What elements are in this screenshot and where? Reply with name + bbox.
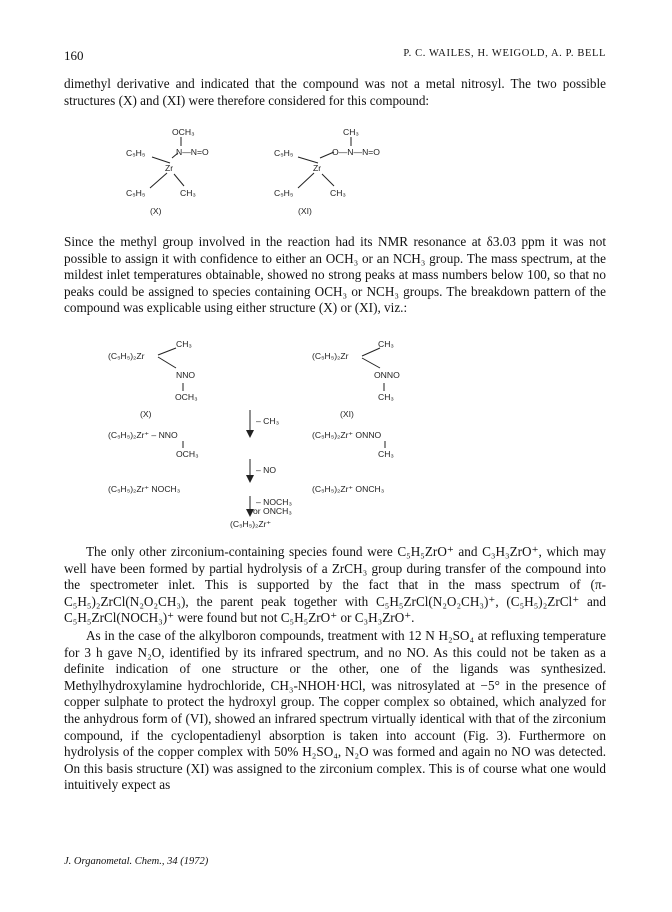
s2-xi-ch3-b: CH₃: [378, 392, 394, 402]
paragraph-nmr: Since the methyl group involved in the reaction had its NMR resonance at δ3.03 ppm it was not possible to assign it with confidence to either an OCH₃ or an NCH₃ group. The mass spectrum, at the mildest inlet temperatures obtainable, showed no strong peaks at mass numbers below 100, so that no peaks could be assigned to species containing OCH₃ or NCH₃ groups. The breakdown pattern of the compound was explicable using either structure (X) or (XI), viz.:: [64, 234, 606, 316]
xi-cp-top: C₅H₅: [274, 148, 294, 158]
s2-xi-label: (XI): [340, 409, 354, 419]
xi-ion2: (C₅H₅)₂Zr⁺ ONCH₃: [312, 484, 385, 494]
x-label: (X): [150, 206, 162, 216]
paragraph-alkylboron: As in the case of the alkylboron compounds, treatment with 12 N H₂SO₄ at refluxing temperature for 3 h gave N₂O, identified by its infrared spectrum, and no NO. As this could not be taken as a definite indication of one structure or the other, one of the ligands was synthesized. Methylhydroxylamine hydrochloride, CH₃-NHOH·HCl, was nitrosylated at −5° in the presence of copper sulphate to protect the hydroxyl group. The copper complex so obtained, which analyzed for the anhydrous form of (VI), showed an infrared spectrum virtually identical with that of the zirconium compound, if the cyclopentadienyl absorption is taken into account (Fig. 3). Furthermore on hydrolysis of the copper complex with 50% H₂SO₄, N₂O was formed and again no NO was detected. On this basis structure (XI) was assigned to the zirconium complex. This is of course what one would intuitively expect as: [64, 628, 606, 793]
x-ion1: (C₅H₅)₂Zr⁺ – NNO: [108, 430, 178, 440]
xi-onno: O—N—N=O: [332, 147, 380, 157]
xi-ion1: (C₅H₅)₂Zr⁺ ONNO: [312, 430, 382, 440]
s2-x-och3: OCH₃: [175, 392, 198, 402]
s2-xi-onno: ONNO: [374, 370, 400, 380]
final-ion: (C₅H₅)₂Zr⁺: [230, 519, 272, 529]
x-nno: N—N=O: [176, 147, 209, 157]
x-cp-bottom: C₅H₅: [126, 188, 146, 198]
journal-footer: J. Organometal. Chem., 34 (1972): [64, 856, 209, 867]
x-ch3: CH₃: [180, 188, 196, 198]
x-ion2: (C₅H₅)₂Zr⁺ NOCH₃: [108, 484, 181, 494]
xi-label: (XI): [298, 206, 312, 216]
xi-ion1-ch3: CH₃: [378, 449, 394, 459]
s2-x-nno: NNO: [176, 370, 196, 380]
xi-cp-bottom: C₅H₅: [274, 188, 294, 198]
x-zr: Zr: [165, 163, 174, 173]
loss-noch3: – NOCH₃: [256, 497, 292, 507]
s2-xi-zr: (C₅H₅)₂Zr: [312, 351, 349, 361]
xi-ch3: CH₃: [330, 188, 346, 198]
loss-ch3: – CH₃: [256, 416, 280, 426]
loss-onch3: or ONCH₃: [253, 506, 292, 516]
s2-x-ch3: CH₃: [176, 339, 192, 349]
s2-x-label: (X): [140, 409, 152, 419]
paragraph-intro: dimethyl derivative and indicated that the compound was not a metal nitrosyl. The two possible structures (X) and (XI) were therefore considered for this compound:: [64, 76, 606, 108]
s2-x-zr: (C₅H₅)₂Zr: [108, 351, 145, 361]
running-authors: P. C. WAILES, H. WEIGOLD, A. P. BELL: [403, 48, 606, 59]
xi-ch3-top: CH₃: [343, 127, 359, 137]
x-och3: OCH₃: [172, 127, 195, 137]
loss-no: – NO: [256, 465, 277, 475]
x-ion1-och3: OCH₃: [176, 449, 199, 459]
xi-zr: Zr: [313, 163, 322, 173]
s2-xi-ch3: CH₃: [378, 339, 394, 349]
paragraph-species: The only other zirconium-containing species found were C₅H₅ZrO⁺ and C₃H₃ZrO⁺, which may well have been formed by partial hydrolysis of a ZrCH₃ group during transfer of the compound into the spectrometer inlet. This is supported by the fact that in the mass spectrum of (π-C₅H₅)₂ZrCl(N₂O₂CH₃), the parent peak together with C₅H₅ZrCl(N₂O₂CH₃)⁺, (C₅H₅)₂ZrCl⁺ and C₅H₅ZrCl(NOCH₃)⁺ were found but not C₅H₅ZrO⁺ or C₃H₃ZrO⁺.: [64, 544, 606, 626]
x-cp-top: C₅H₅: [126, 148, 146, 158]
page-number: 160: [64, 48, 84, 63]
